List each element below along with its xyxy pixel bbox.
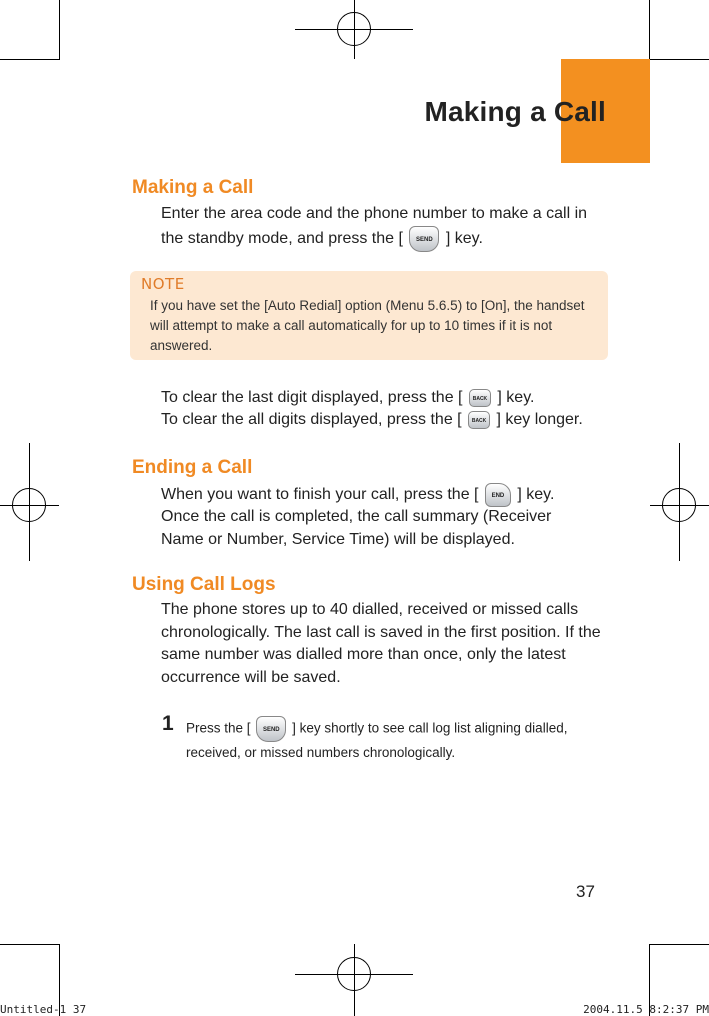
making-text-after: ] key. xyxy=(445,229,483,247)
step-text xyxy=(186,716,606,764)
end-key-icon: END xyxy=(485,483,511,507)
step-number: 1 xyxy=(162,712,174,735)
page-number: 37 xyxy=(576,882,595,901)
note-label: NOTE xyxy=(141,275,185,293)
clear-line2-before: To clear the all digits displayed, press the [ xyxy=(161,411,462,428)
back-key-icon: BACK xyxy=(469,389,491,407)
making-a-call-paragraph xyxy=(161,203,611,252)
ending-line1-after: ] key. xyxy=(517,486,555,504)
send-key-icon: SEND xyxy=(409,226,439,252)
ending-line1 xyxy=(161,483,554,507)
chapter-title: Making a Call xyxy=(424,96,606,127)
note-text: If you have set the [Auto Redial] option (Menu 5.6.5) to [On], the handset will attempt to make a call automatically for up to 10 times if it is not answered. xyxy=(150,298,585,353)
making-text-before: Enter the area code and the phone number to make a call in the standby mode, and press the [ xyxy=(161,205,588,247)
back-key-icon: BACK xyxy=(468,411,490,429)
section-heading-using-call-logs: Using Call Logs xyxy=(132,574,276,595)
clear-line1-after: ] key. xyxy=(497,389,535,406)
footer-timestamp: 2004.11.5 8:2:37 PM xyxy=(583,1003,709,1016)
send-key-icon: SEND xyxy=(256,716,286,742)
clear-all-digits-line xyxy=(161,409,583,431)
step-text-before: Press the [ xyxy=(186,720,251,736)
clear-line2-after: ] key longer. xyxy=(496,411,583,428)
clear-line1-before: To clear the last digit displayed, press the [ xyxy=(161,389,463,406)
ending-line1-before: When you want to finish your call, press the [ xyxy=(161,486,479,504)
clear-last-digit-line xyxy=(161,387,534,409)
section-heading-ending-a-call: Ending a Call xyxy=(132,457,253,478)
step-text-after: ] key shortly to see call log list aligning dialled, received, or missed numbers chronologically. xyxy=(186,720,568,760)
footer-file-info: Untitled-1 37 xyxy=(0,1003,87,1016)
ending-paragraph: Once the call is completed, the call summary (Receiver Name or Number, Service Time) will be displayed. xyxy=(161,508,552,548)
call-logs-paragraph: The phone stores up to 40 dialled, received or missed calls chronologically. The last call is saved in the first position. If the same number was dialled more than once, only the latest occurrence will be saved. xyxy=(161,601,601,686)
section-heading-making-a-call: Making a Call xyxy=(132,177,254,198)
